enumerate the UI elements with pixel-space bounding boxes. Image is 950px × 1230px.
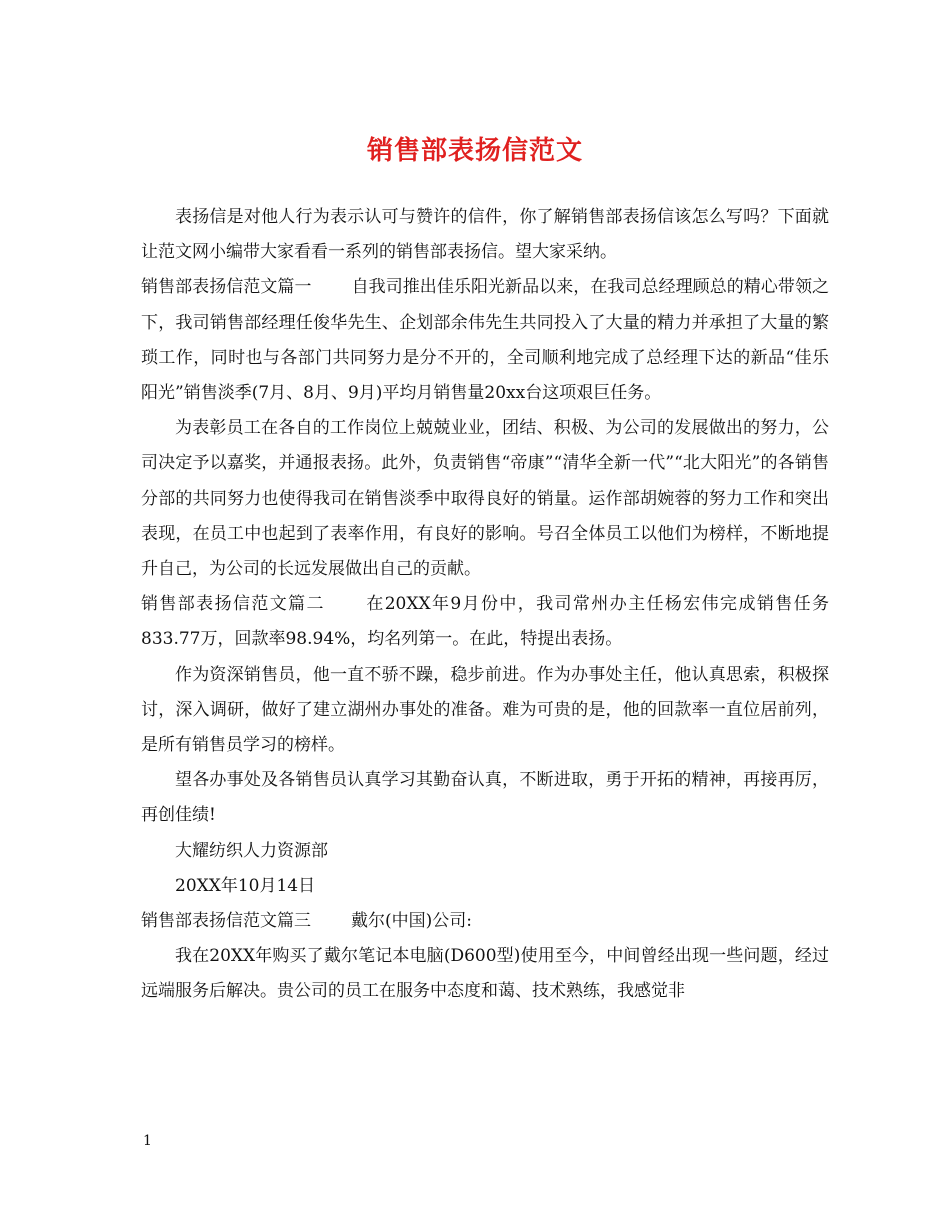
intro-paragraph: 表扬信是对他人行为表示认可与赞许的信件，你了解销售部表扬信该怎么写吗？下面就让范文网小编带大家看看一系列的销售部表扬信。望大家采纳。: [141, 207, 829, 263]
document-title: 销售部表扬信范文: [366, 136, 583, 166]
signature-line: 大耀纺织人力资源部: [175, 840, 328, 861]
section-three-text: 戴尔(中国)公司:: [351, 911, 472, 932]
encouragement-paragraph: 望各办事处及各销售员认真学习其勤奋认真，不断进取，勇于开拓的精神，再接再厉，再创佳绩!: [141, 770, 829, 826]
section-one-text: 自我司推出佳乐阳光新品以来，在我司总经理顾总的精心带领之下，我司销售部经理任俊华先生、企划部余伟先生共同投入了大量的精力并承担了大量的繁琐工作，同时也与各部门共同努力是分不开的，全司顺利地完成了总经理下达的新品“佳乐阳光”销售淡季(7月、8月、9月)平均月销售量20xx台这项艰巨任务。: [141, 277, 830, 404]
section-two-paragraph: [141, 587, 829, 657]
date-line: 20XX年10月14日: [175, 875, 316, 896]
section-one-paragraph: [141, 270, 829, 411]
document-body: [141, 200, 829, 1010]
section-one-heading: 销售部表扬信范文篇一: [141, 277, 312, 298]
section-two-text: 在20XX年9月份中，我司常州办主任杨宏伟完成销售任务833.77万，回款率98.94%，均名列第一。在此，特提出表扬。: [141, 594, 830, 650]
salesperson-paragraph: 作为资深销售员，他一直不骄不躁，稳步前进。作为办事处主任，他认真思索，积极探讨，深入调研，做好了建立湖州办事处的准备。难为可贵的是，他的回款率一直位居前列，是所有销售员学习的榜样。: [141, 664, 829, 756]
commendation-paragraph: 为表彰员工在各自的工作岗位上兢兢业业，团结、积极、为公司的发展做出的努力，公司决定予以嘉奖，并通报表扬。此外，负责销售“帝康”“清华全新一代”“北大阳光”的各销售分部的共同努力也使得我司在销售淡季中取得良好的销量。运作部胡婉蓉的努力工作和突出表现，在员工中也起到了表率作用，有良好的影响。号召全体员工以他们为榜样，不断地提升自己，为公司的长远发展做出自己的贡献。: [141, 418, 829, 580]
customer-letter-paragraph: 我在20XX年购买了戴尔笔记本电脑(D600型)使用至今，中间曾经出现一些问题，经过远端服务后解决。贵公司的员工在服务中态度和蔼、技术熟练，我感觉非: [141, 946, 829, 1002]
page-number: 1: [143, 1133, 152, 1149]
section-two-heading: 销售部表扬信范文篇二: [141, 594, 325, 615]
section-three-heading: 销售部表扬信范文篇三: [141, 911, 311, 932]
section-three-paragraph: [141, 904, 829, 939]
